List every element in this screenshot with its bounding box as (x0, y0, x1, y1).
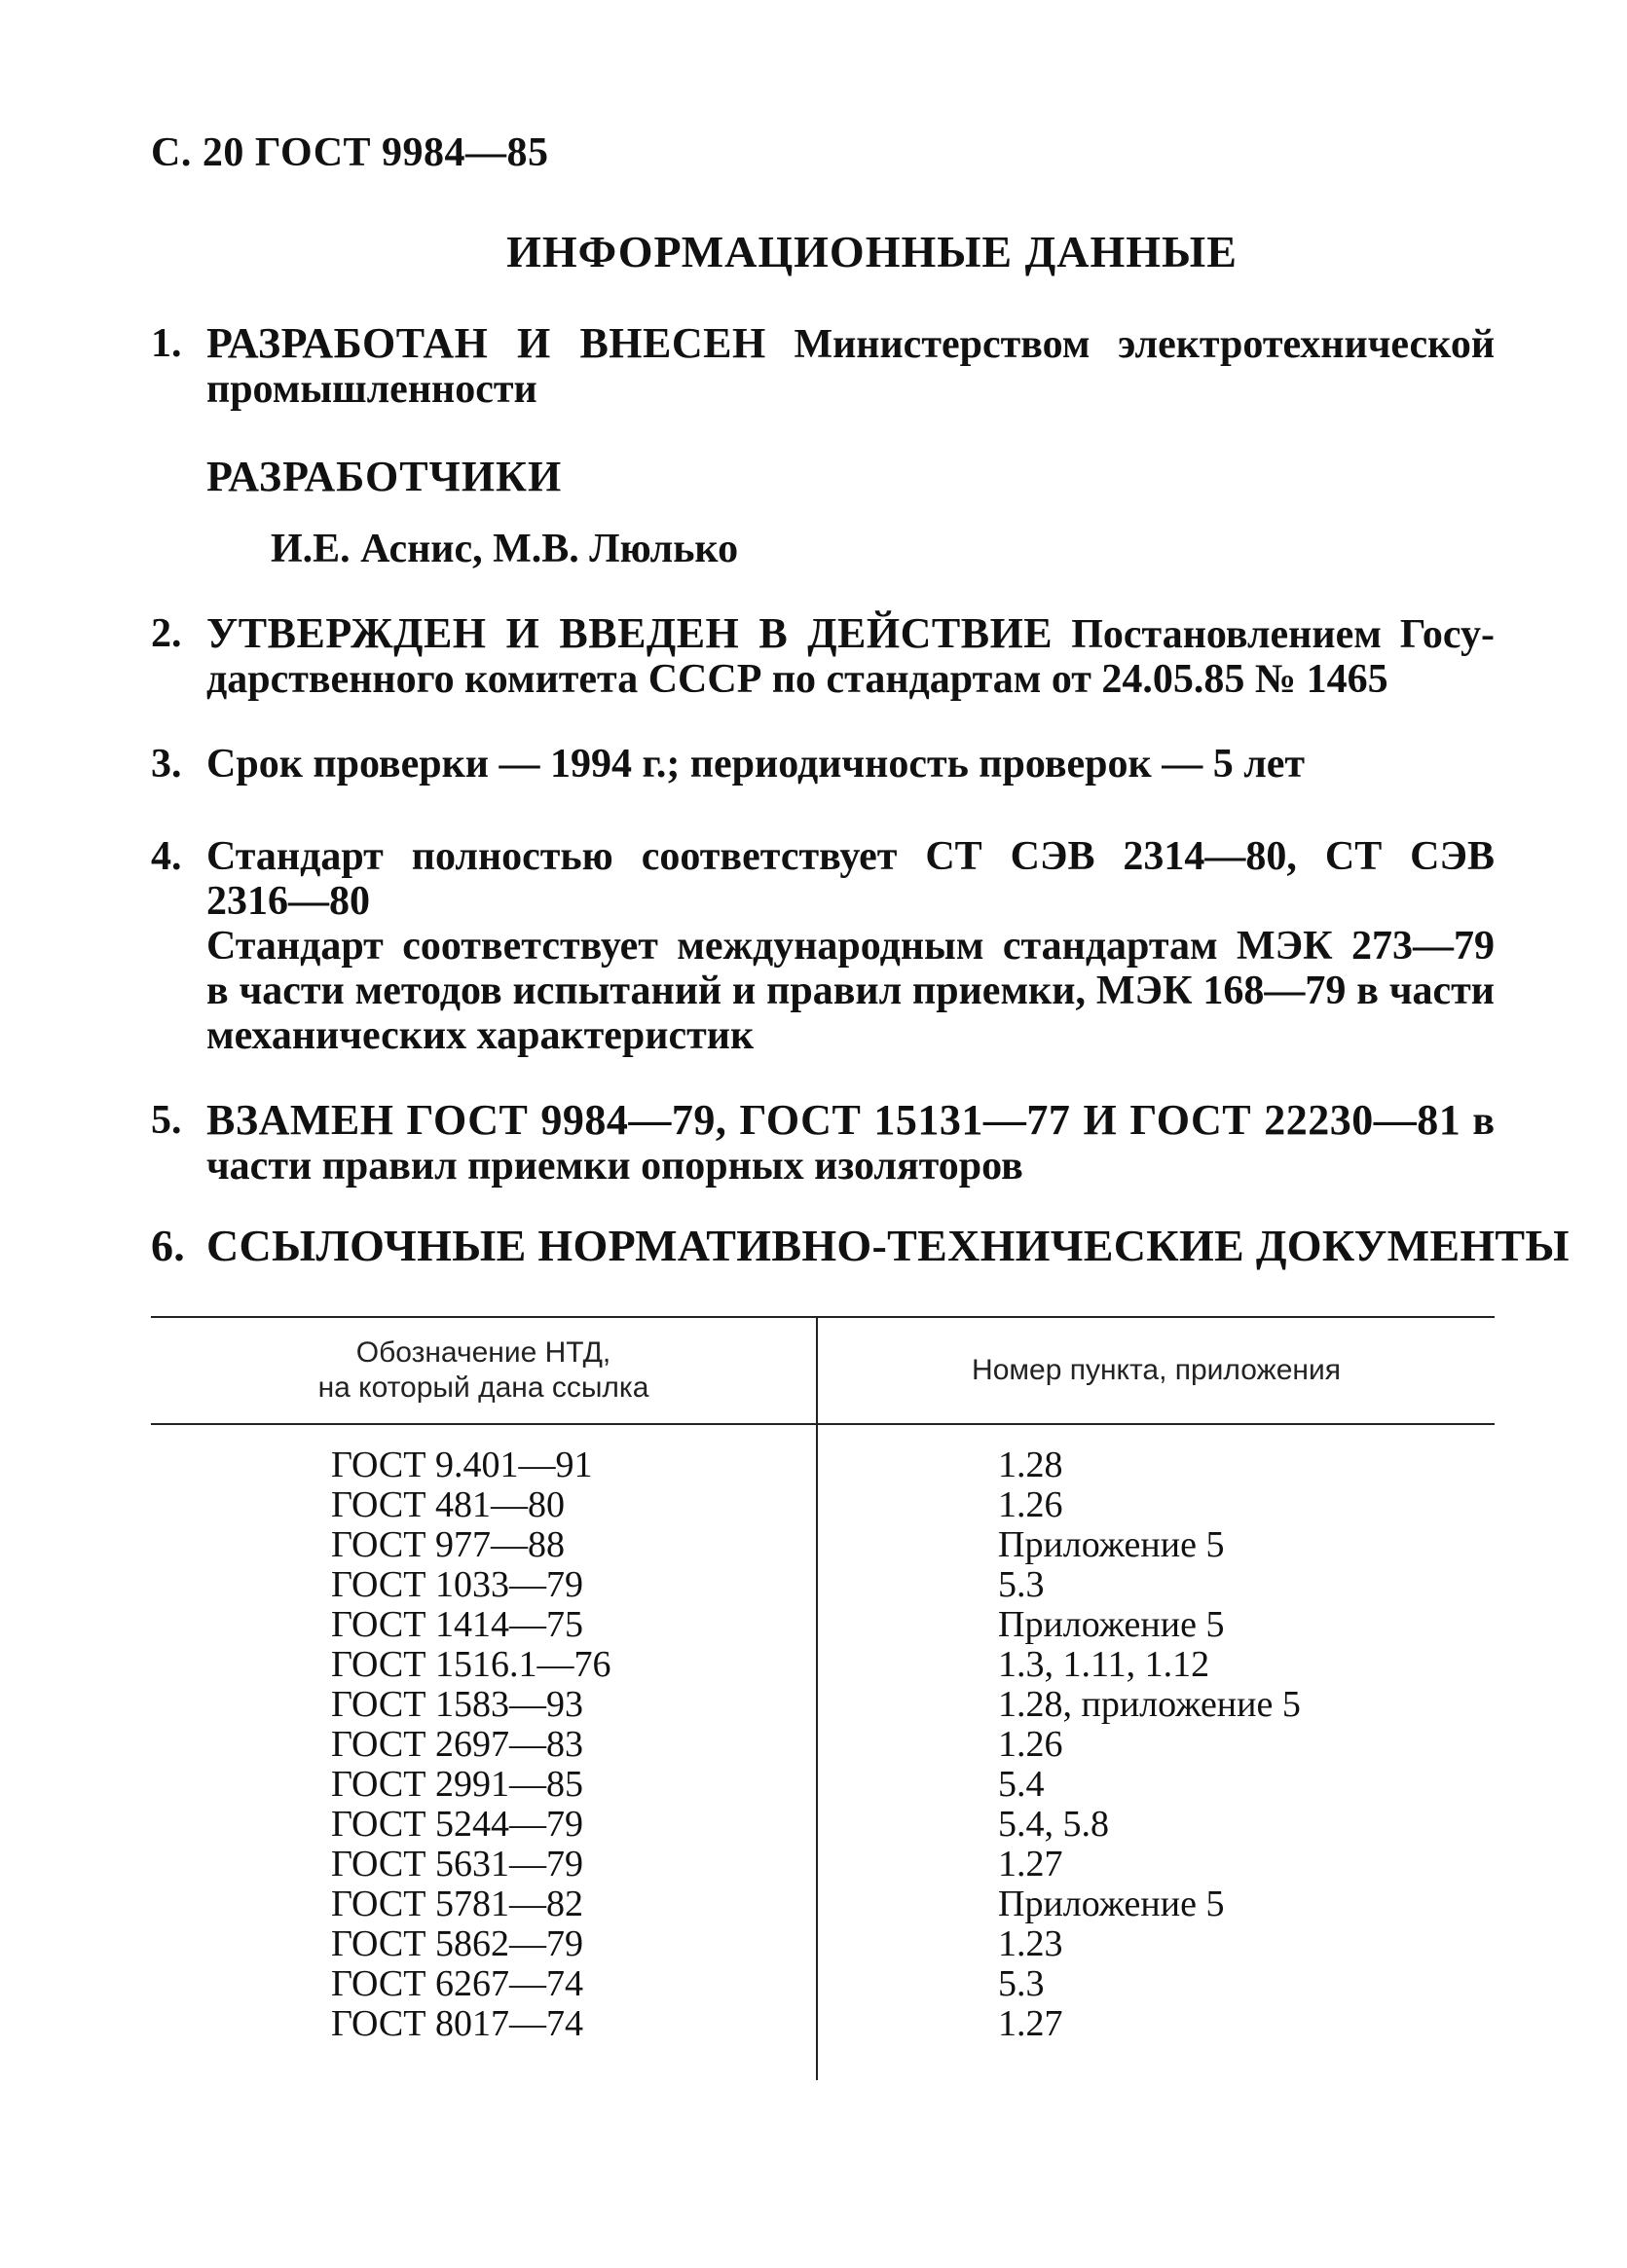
references-table (151, 1316, 1495, 2095)
table-cell-doc: ГОСТ 8017—74 (331, 2003, 583, 2044)
item-line (206, 611, 1495, 657)
table-cell-ref: Приложение 5 (998, 1604, 1225, 1645)
table-header-left (151, 1335, 816, 1406)
table-cell-doc: ГОСТ 5781—82 (331, 1884, 583, 1924)
table-cell-doc: ГОСТ 5631—79 (331, 1844, 583, 1884)
item-number: 4. (151, 834, 182, 879)
item-line: механических характеристик (206, 1013, 755, 1058)
table-cell-doc: ГОСТ 9.401—91 (331, 1445, 593, 1485)
info-item-5 (151, 1098, 1495, 1189)
table-column-divider (816, 1316, 818, 2080)
item-number: 6. (151, 1221, 186, 1270)
table-cell-ref: 5.3 (998, 1564, 1045, 1605)
item-text: Постановлением Госу- (1071, 612, 1496, 657)
table-cell-doc: ГОСТ 5244—79 (331, 1804, 583, 1845)
item-line: Стандарт полностью соответствует СТ СЭВ 2314—80, СТ СЭВ (206, 834, 1495, 879)
table-cell-ref: 1.27 (998, 1844, 1063, 1884)
header-left-line: Обозначение НТД, (355, 1336, 611, 1369)
table-cell-doc: ГОСТ 5862—79 (331, 1923, 583, 1964)
table-header-rule (151, 1423, 1495, 1425)
table-column-refs (998, 1445, 1301, 2044)
section-title: ИНФОРМАЦИОННЫЕ ДАННЫЕ (506, 227, 1238, 276)
info-item-2 (151, 611, 1495, 702)
item-line: Срок проверки — 1994 г.; периодичность проверок — 5 лет (206, 742, 1306, 786)
info-item-1 (151, 321, 1495, 412)
table-cell-ref: 5.4 (998, 1764, 1045, 1805)
page-header: С. 20 ГОСТ 9984—85 (151, 130, 549, 175)
table-cell-doc: ГОСТ 1033—79 (331, 1564, 583, 1605)
item-lead: УТВЕРЖДЕН И ВВЕДЕН В ДЕЙСТВИЕ (206, 609, 1054, 657)
item-text: в (1472, 1099, 1496, 1144)
item-text: Министерством электротехнической (794, 322, 1496, 367)
item-line: части правил приемки опорных изоляторов (206, 1144, 1023, 1189)
item-number: 5. (151, 1098, 182, 1143)
item-line (206, 1098, 1495, 1144)
item-lead: ВЗАМЕН ГОСТ 9984—79, ГОСТ 15131—77 И ГОСТ 22230—81 (206, 1096, 1461, 1144)
item-number: 1. (151, 321, 182, 366)
table-top-rule (151, 1316, 1495, 1318)
table-cell-ref: 5.4, 5.8 (998, 1804, 1109, 1845)
table-cell-ref: 1.26 (998, 1484, 1063, 1525)
table-cell-doc: ГОСТ 1583—93 (331, 1684, 583, 1725)
table-cell-ref: 1.28, приложение 5 (998, 1684, 1301, 1725)
table-cell-ref: 5.3 (998, 1963, 1045, 2004)
table-cell-ref: Приложение 5 (998, 1884, 1225, 1924)
table-cell-ref: 1.23 (998, 1923, 1063, 1964)
item-line: 2316—80 (206, 879, 370, 924)
table-cell-ref: 1.28 (998, 1445, 1063, 1485)
item-line: промышленности (206, 367, 537, 412)
info-item-4 (151, 834, 1495, 1058)
table-cell-ref: Приложение 5 (998, 1524, 1225, 1565)
table-cell-ref: 1.26 (998, 1724, 1063, 1765)
table-cell-doc: ГОСТ 2697—83 (331, 1724, 583, 1765)
item-number: 2. (151, 611, 182, 656)
table-cell-doc: ГОСТ 481—80 (331, 1484, 565, 1525)
table-header-right: Номер пункта, приложения (972, 1354, 1341, 1386)
item-line (206, 321, 1495, 367)
table-cell-ref: 1.3, 1.11, 1.12 (998, 1644, 1210, 1685)
info-item-6 (151, 1220, 1570, 1271)
table-cell-doc: ГОСТ 977—88 (331, 1524, 565, 1565)
table-column-docs (331, 1445, 611, 2044)
item-line: в части методов испытаний и правил приемки, МЭК 168—79 в части (206, 969, 1495, 1013)
table-cell-doc: ГОСТ 2991—85 (331, 1764, 583, 1805)
item-lead: РАЗРАБОТАН И ВНЕСЕН (206, 319, 766, 367)
table-cell-doc: ГОСТ 6267—74 (331, 1963, 583, 2004)
table-cell-doc: ГОСТ 1516.1—76 (331, 1644, 611, 1685)
table-cell-ref: 1.27 (998, 2003, 1063, 2044)
developers-names: И.Е. Аснис, М.В. Люлько (271, 527, 739, 571)
item-number: 3. (151, 742, 182, 786)
info-item-3 (151, 742, 1495, 786)
item-line: Стандарт соответствует международным стандартам МЭК 273—79 (206, 924, 1495, 969)
developers-heading: РАЗРАБОТЧИКИ (206, 453, 563, 500)
references-heading: ССЫЛОЧНЫЕ НОРМАТИВНО-ТЕХНИЧЕСКИЕ ДОКУМЕНТЫ (206, 1221, 1570, 1270)
item-line: дарственного комитета СССР по стандартам от 24.05.85 № 1465 (206, 657, 1388, 702)
table-cell-doc: ГОСТ 1414—75 (331, 1604, 583, 1645)
header-left-line: на который дана ссылка (317, 1372, 649, 1404)
